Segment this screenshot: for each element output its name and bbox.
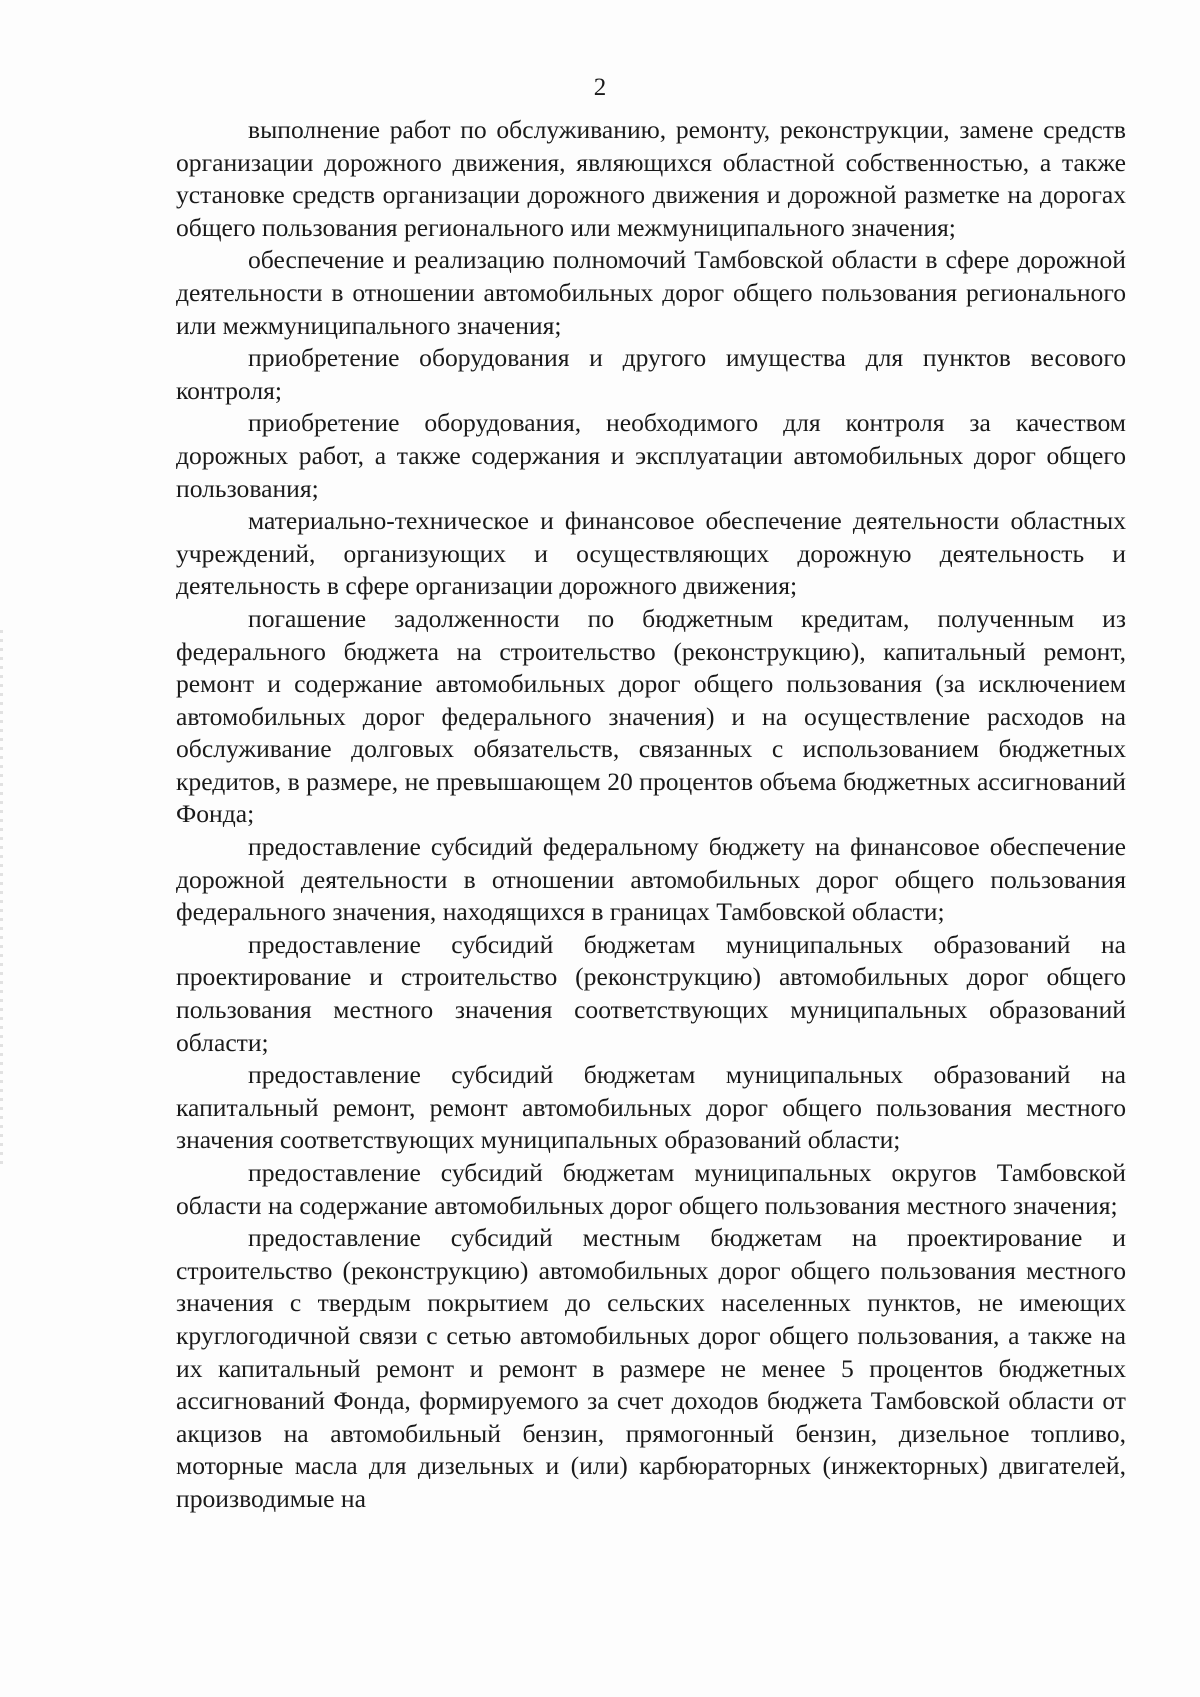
paragraph-federal-subsidies: предоставление субсидий федеральному бюджету на финансовое обеспечение дорожной деятельности в отношении автомобильных дорог общего пользования федерального значения, находящихся в границах Тамбовской области; (176, 832, 1126, 927)
paragraph-weight-control-equipment: приобретение оборудования и другого имущества для пунктов весового контроля; (176, 343, 1126, 405)
paragraph-rural-roads-subsidies: предоставление субсидий местным бюджетам на проектирование и строительство (реконструкцию) автомобильных дорог общего пользования местного значения с твердым покрытием до сельских населенных пунктов, не имеющих круглогодичной связи с сетью автомобильных дорог общего пользования, а также на их капитальный ремонт и ремонт в размере не менее 5 процентов бюджетных ассигнований Фонда, формируемого за счет доходов бюджета Тамбовской области от акцизов на автомобильный бензин, прямогонный бензин, дизельное топливо, моторные масла для дизельных и (или) карбюраторных (инжекторных) двигателей, производимые на (176, 1223, 1126, 1513)
scan-edge-mark (0, 630, 3, 1170)
paragraph-road-equipment-works: выполнение работ по обслуживанию, ремонту, реконструкции, замене средств организации дорожного движения, являющихся областной собственностью, а также установке средств организации дорожного движения и дорожной разметке на дорогах общего пользования регионального или межмуниципального значения; (176, 115, 1126, 242)
paragraph-regional-powers: обеспечение и реализацию полномочий Тамбовской области в сфере дорожной деятельности в отношении автомобильных дорог общего пользования регионального или межмуниципального значения; (176, 245, 1126, 340)
paragraph-quality-control-equipment: приобретение оборудования, необходимого для контроля за качеством дорожных работ, а также содержания и эксплуатации автомобильных дорог общего пользования; (176, 408, 1126, 503)
page-number: 2 (593, 74, 607, 101)
paragraph-debt-repayment: погашение задолженности по бюджетным кредитам, полученным из федерального бюджета на строительство (реконструкцию), капитальный ремонт, ремонт и содержание автомобильных дорог общего пользования (за исключением автомобильных дорог федерального значения) и на осуществление расходов на обслуживание долговых обязательств, связанных с использованием бюджетных кредитов, в размере, не превышающем 20 процентов объема бюджетных ассигнований Фонда; (176, 603, 1126, 829)
paragraph-municipal-construction-subsidies: предоставление субсидий бюджетам муниципальных образований на проектирование и строительство (реконструкцию) автомобильных дорог общего пользования местного значения соответствующих муниципальных образований области; (176, 929, 1126, 1057)
document-body (176, 114, 1126, 1516)
paragraph-municipal-repair-subsidies: предоставление субсидий бюджетам муниципальных образований на капитальный ремонт, ремонт автомобильных дорог общего пользования местного значения соответствующих муниципальных образований области; (176, 1060, 1126, 1155)
paragraph-institutions-support: материально-техническое и финансовое обеспечение деятельности областных учреждений, организующих и осуществляющих дорожную деятельность и деятельность в сфере организации дорожного движения; (176, 506, 1126, 601)
paragraph-municipal-maintenance-subsidies: предоставление субсидий бюджетам муниципальных округов Тамбовской области на содержание автомобильных дорог общего пользования местного значения; (176, 1158, 1126, 1220)
